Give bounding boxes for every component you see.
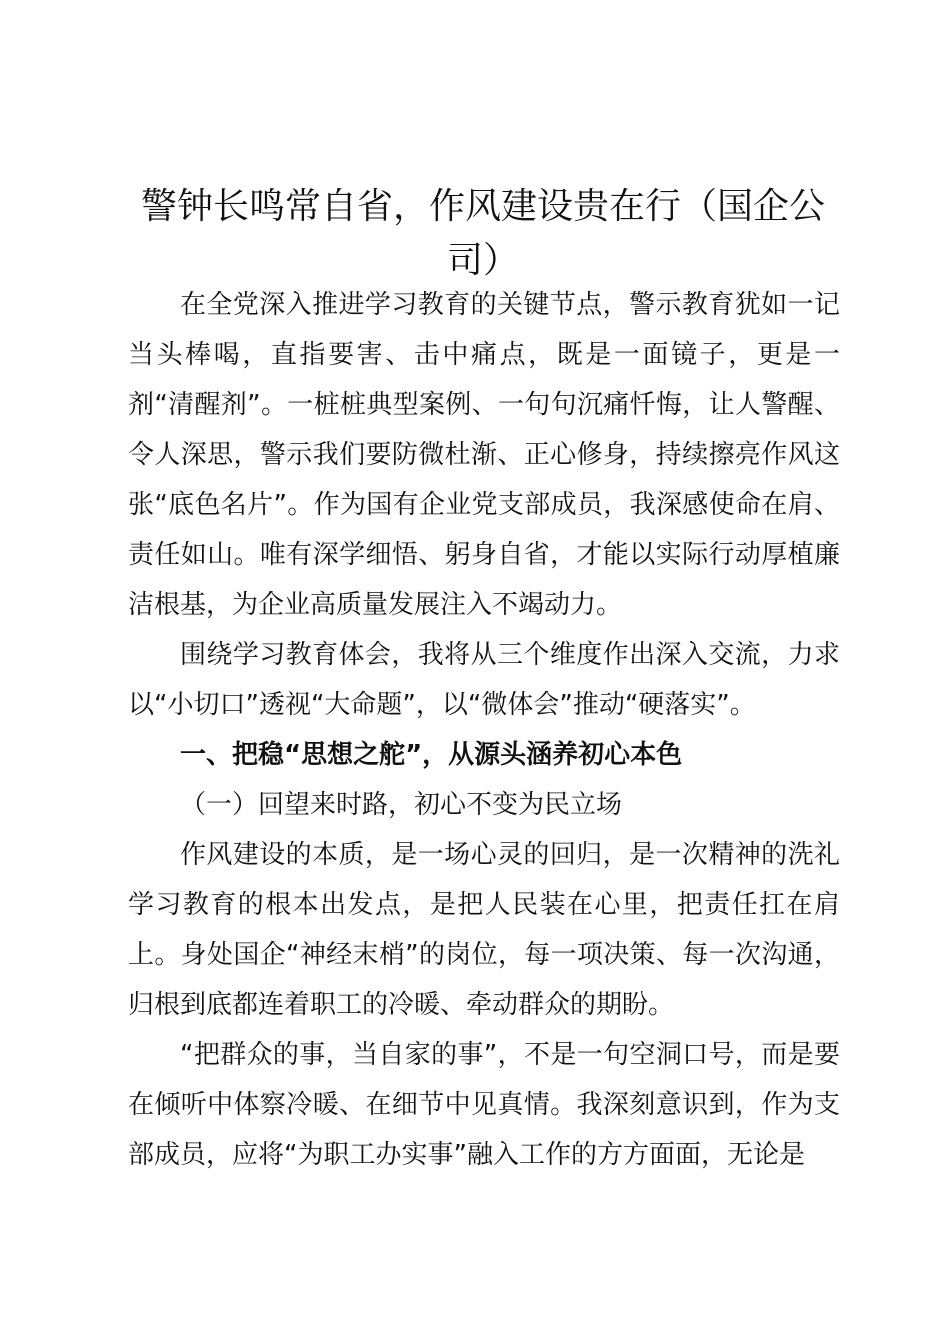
paragraph-essence: 作风建设的本质，是一场心灵的回归，是一次精神的洗礼学习教育的根本出发点，是把人民装在心里，把责任扛在肩上。身处国企“神经末梢”的岗位，每一项决策、每一次沟通，归根到底都连着职工的冷暖、牵动群众的期盼。 — [128, 840, 840, 1020]
document-body — [128, 280, 840, 1180]
document-title: 警钟长鸣常自省，作风建设贵在行（国企公司） — [140, 186, 825, 281]
section-heading-1: 一、把稳“思想之舵”，从源头涵养初心本色 — [180, 740, 683, 770]
subsection-heading-1: （一）回望来时路，初心不变为民立场 — [180, 790, 623, 820]
paragraph-masses: “把群众的事，当自家的事”，不是一句空洞口号，而是要在倾听中体察冷暖、在细节中见真情。我深刻意识到，作为支部成员，应将“为职工办实事”融入工作的方方面面，无论是 — [128, 1040, 840, 1170]
paragraph-overview: 围绕学习教育体会，我将从三个维度作出深入交流，力求以“小切口”透视“大命题”，以“微体会”推动“硬落实”。 — [128, 640, 840, 720]
paragraph-intro: 在全党深入推进学习教育的关键节点，警示教育犹如一记当头棒喝，直指要害、击中痛点，既是一面镜子，更是一剂“清醒剂”。一桩桩典型案例、一句句沉痛忏悔，让人警醒、令人深思，警示我们要防微杜渐、正心修身，持续擦亮作风这张“底色名片”。作为国有企业党支部成员，我深感使命在肩、责任如山。唯有深学细悟、躬身自省，才能以实际行动厚植廉洁根基，为企业高质量发展注入不竭动力。 — [128, 290, 840, 620]
